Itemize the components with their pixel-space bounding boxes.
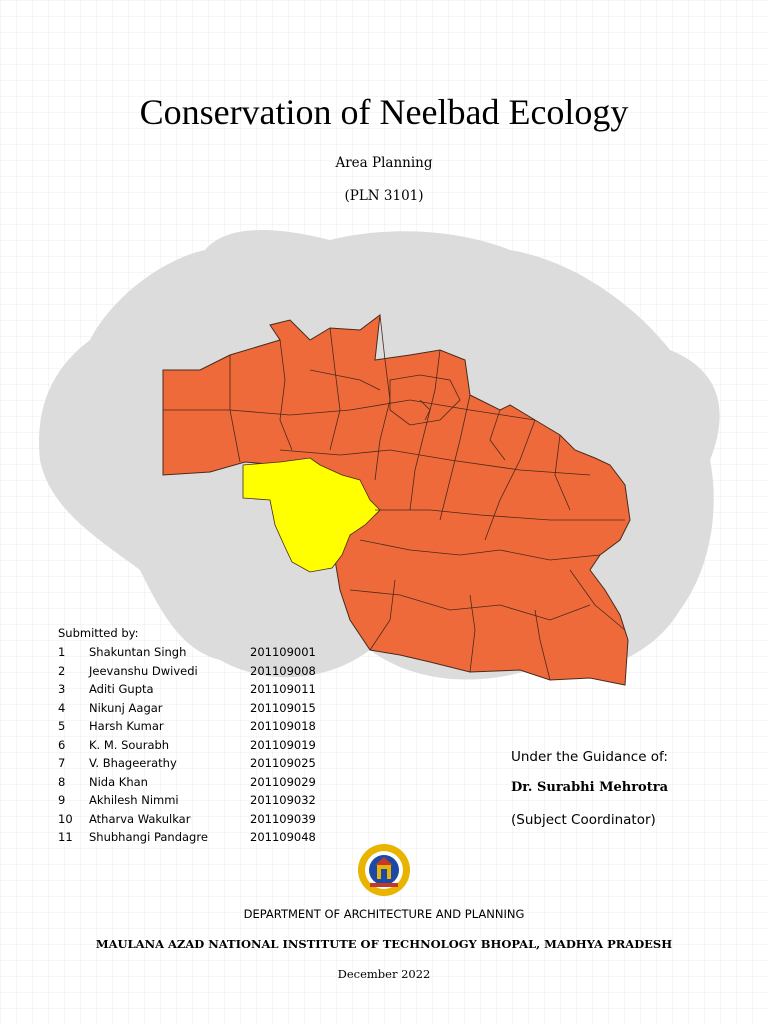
guide-role: (Subject Coordinator) [511, 812, 656, 828]
member-name: K. M. Sourabh [89, 737, 170, 752]
member-roll-number: 201109029 [250, 774, 316, 789]
member-number: 9 [58, 793, 66, 807]
member-number: 8 [58, 774, 66, 789]
department-name: DEPARTMENT OF ARCHITECTURE AND PLANNING [243, 907, 525, 921]
member-number: 4 [58, 700, 66, 715]
course-code: (PLN 3101) [344, 188, 424, 204]
member-number: 10 [58, 811, 73, 826]
document-subtitle: Area Planning [335, 155, 433, 171]
member-name: V. Bhageerathy [89, 756, 177, 770]
member-name: Aditi Gupta [89, 682, 154, 696]
member-roll-number: 201109048 [250, 830, 316, 844]
guidance-label: Under the Guidance of: [511, 749, 668, 765]
member-roll-number: 201109025 [250, 756, 316, 770]
member-number: 3 [58, 682, 66, 696]
member-name: Atharva Wakulkar [89, 811, 191, 826]
institute-name: MAULANA AZAD NATIONAL INSTITUTE OF TECHNOLOGY BHOPAL, MADHYA PRADESH [95, 937, 673, 951]
member-roll-number: 201109018 [250, 719, 316, 733]
member-name: Shakuntan Singh [89, 645, 187, 659]
member-roll-number: 201109008 [250, 663, 316, 678]
member-roll-number: 201109001 [250, 645, 316, 659]
institute-emblem-icon [357, 843, 411, 897]
member-name: Jeevanshu Dwivedi [89, 663, 198, 678]
member-number: 1 [58, 645, 66, 659]
member-name: Akhilesh Nimmi [89, 793, 179, 807]
submission-date: December 2022 [337, 967, 431, 981]
member-number: 7 [58, 756, 66, 770]
member-number: 5 [58, 719, 66, 733]
member-roll-number: 201109019 [250, 737, 316, 752]
member-roll-number: 201109011 [250, 682, 316, 696]
guide-name: Dr. Surabhi Mehrotra [511, 780, 669, 795]
member-name: Harsh Kumar [89, 719, 164, 733]
member-roll-number: 201109032 [250, 793, 316, 807]
member-number: 6 [58, 737, 66, 752]
member-roll-number: 201109015 [250, 700, 316, 715]
member-name: Nida Khan [89, 774, 148, 789]
member-number: 11 [58, 830, 73, 844]
member-number: 2 [58, 663, 66, 678]
document-title: Conservation of Neelbad Ecology [139, 92, 629, 132]
member-name: Shubhangi Pandagre [89, 830, 208, 844]
member-name: Nikunj Aagar [89, 700, 163, 715]
city-ward-map [30, 210, 730, 690]
submitted-by-label: Submitted by: [58, 626, 139, 640]
member-roll-number: 201109039 [250, 811, 316, 826]
